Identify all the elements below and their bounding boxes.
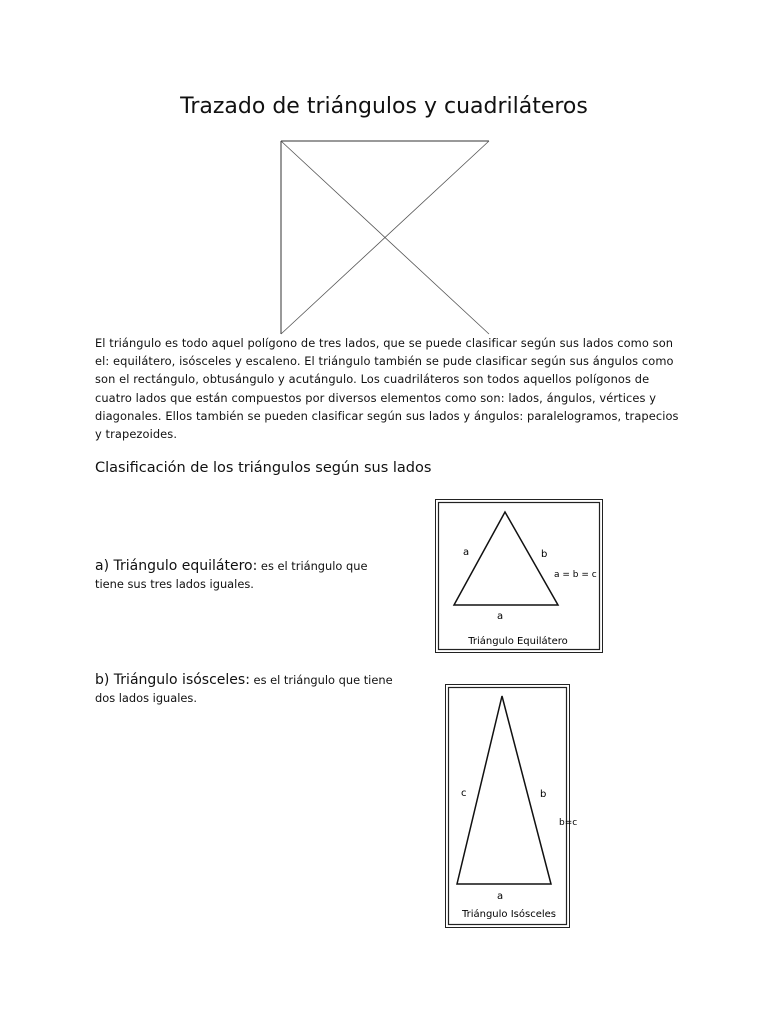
- relation-label: b=c: [559, 818, 578, 828]
- side-bottom-label: a: [497, 611, 504, 622]
- relation-label: a = b = c: [554, 570, 597, 580]
- item-text: es el triángulo que tiene sus tres lados iguales.: [95, 559, 368, 592]
- section-subheading: Clasificación de los triángulos según sus lados: [95, 460, 432, 476]
- equilateral-figure: [435, 499, 603, 653]
- page-title: Trazado de triángulos y cuadriláteros: [180, 94, 588, 119]
- side-bottom-label: a: [497, 891, 504, 902]
- side-left-label: a: [463, 547, 470, 558]
- side-left-label: c: [461, 788, 467, 799]
- isosceles-figure: [445, 684, 578, 928]
- item-isosceles: [95, 671, 395, 708]
- intro-paragraph: El triángulo es todo aquel polígono de tres lados, que se puede clasificar según sus lados como son el: equilátero, isósceles y escaleno. El triángulo también se pude clasificar según sus ángulos como son el rectángulo, obtusángulo y acutángulo. Los cuadriláteros son todos aquellos polígonos de cuatro lados que están compuestos por diversos elementos como son: lados, ángulos, vértices y diagonales. Ellos también se pueden clasificar según sus lados y ángulos: paralelogramos, trapecios y trapezoides.: [95, 336, 679, 442]
- side-right-label: b: [541, 549, 548, 560]
- item-lead: a) Triángulo equilátero:: [95, 558, 258, 574]
- item-lead: b) Triángulo isósceles:: [95, 672, 250, 688]
- square-diagonals-figure: [0, 0, 768, 340]
- side-right-label: b: [540, 789, 547, 800]
- figure-caption: Triángulo Isósceles: [461, 909, 557, 920]
- item-equilateral: [95, 557, 395, 594]
- item-text: es el triángulo que tiene dos lados iguales.: [95, 673, 393, 706]
- figure-caption: Triángulo Equilátero: [468, 636, 568, 647]
